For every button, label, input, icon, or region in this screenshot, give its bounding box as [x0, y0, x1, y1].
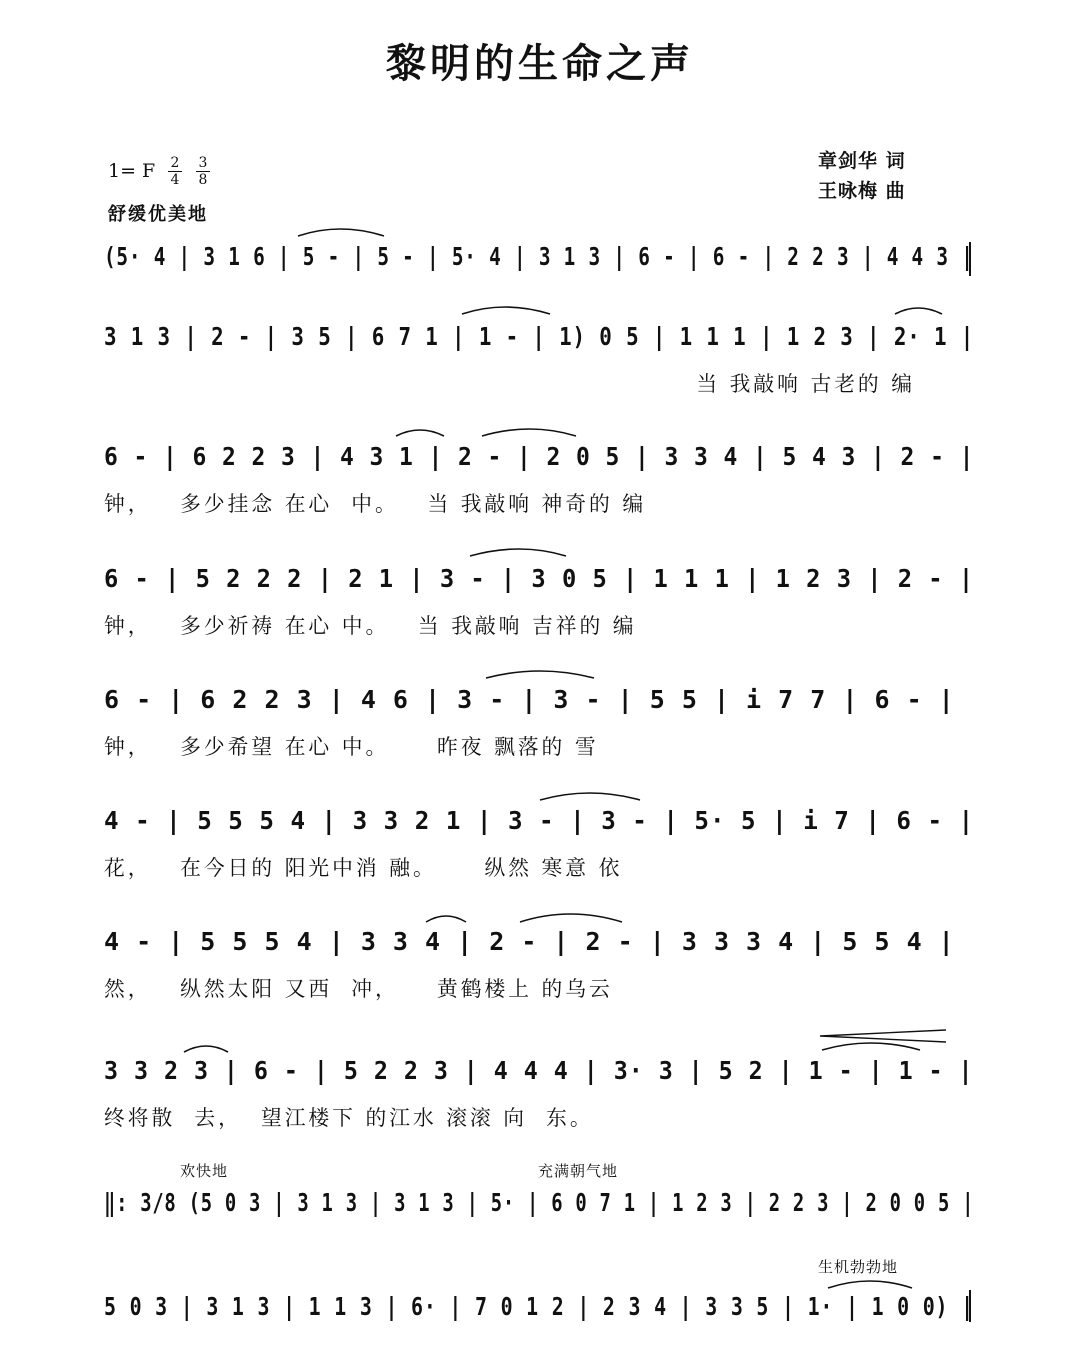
notation: 4 - | 5 5 5 4 | 3 3 4 | 2 - | 2 - | 3 3 3 4 | 5 5 4 |	[104, 927, 955, 956]
lyrics: 当 我敲响 古老的 编	[696, 372, 915, 396]
slur	[486, 671, 594, 678]
lyrics: 然， 纵然太阳 又西 冲， 黄鹤楼上 的乌云	[104, 977, 613, 1001]
notation: 3 1 3 | 2 - | 3 5 | 6 7 1 | 1 - | 1) 0 5 | 1 1 1 | 1 2 3 | 2· 1 |	[104, 322, 975, 351]
slur	[396, 430, 444, 436]
tempo-marking-fast: 欢快地	[180, 1162, 229, 1180]
notation: 5 0 3 | 3 1 3 | 1 1 3 | 6· | 7 0 1 2 | 2 3 4 | 3 3 5 | 1· | 1 0 0) |	[104, 1292, 974, 1321]
time-sig-numerator: 2	[170, 155, 180, 171]
lyricist-credit: 章剑华 词	[818, 150, 906, 172]
tempo-marking-main: 舒缓优美地	[108, 204, 208, 225]
lyrics: 钟， 多少祈祷 在心 中。 当 我敲响 吉祥的 编	[104, 614, 637, 638]
notation: 6 - | 6 2 2 3 | 4 3 1 | 2 - | 2 0 5 | 3 3 4 | 5 4 3 | 2 - |	[104, 442, 975, 471]
composer-credit: 王咏梅 曲	[818, 180, 906, 202]
slur	[470, 549, 566, 556]
notation: ‖: 3/8 (5 0 3 | 3 1 3 | 3 1 3 | 5· | 6 0 7 1 | 1 2 3 | 2 2 3 | 2 0 0 5 |	[104, 1188, 975, 1217]
time-sig-numerator: 3	[198, 155, 208, 171]
lyrics: 钟， 多少挂念 在心 中。 当 我敲响 神奇的 编	[104, 492, 647, 516]
tempo-marking-vigorous: 生机勃勃地	[818, 1258, 899, 1276]
key-signature: 1= F	[108, 160, 156, 182]
slur	[520, 914, 622, 922]
lyrics: 钟， 多少希望 在心 中。 昨夜 飘落的 雪	[104, 735, 599, 759]
crescendo-mark	[820, 1030, 946, 1042]
notation: 3 3 2 3 | 6 - | 5 2 2 3 | 4 4 4 | 3· 3 | 5 2 | 1 - | 1 - |	[104, 1056, 974, 1085]
slur	[462, 307, 550, 314]
notation: 4 - | 5 5 5 4 | 3 3 2 1 | 3 - | 3 - | 5· 5 | i 7 | 6 - |	[104, 806, 975, 835]
song-title: 黎明的生命之声	[386, 41, 694, 87]
notation: 6 - | 6 2 2 3 | 4 6 | 3 - | 3 - | 5 5 | i 7 7 | 6 - |	[104, 685, 955, 714]
slur	[895, 308, 942, 314]
slur	[298, 229, 384, 236]
slur	[540, 793, 640, 800]
slur	[426, 916, 466, 922]
time-sig-denominator: 8	[198, 172, 208, 188]
slur	[184, 1046, 228, 1052]
slur	[822, 1043, 920, 1050]
notation: (5· 4 | 3 1 6 | 5 - | 5 - | 5· 4 | 3 1 3 | 6 - | 6 - | 2 2 3 | 4 4 3 |	[104, 242, 974, 271]
lyrics: 花， 在今日的 阳光中消 融。 纵然 寒意 依	[104, 856, 623, 880]
lyrics: 终将散 去， 望江楼下 的江水 滚滚 向 东。	[104, 1106, 594, 1130]
slur	[828, 1281, 912, 1288]
notation: 6 - | 5 2 2 2 | 2 1 | 3 - | 3 0 5 | 1 1 1 | 1 2 3 | 2 - |	[104, 564, 975, 593]
slur	[482, 429, 576, 436]
time-sig-denominator: 4	[170, 172, 180, 188]
tempo-marking-spirited: 充满朝气地	[538, 1162, 619, 1180]
